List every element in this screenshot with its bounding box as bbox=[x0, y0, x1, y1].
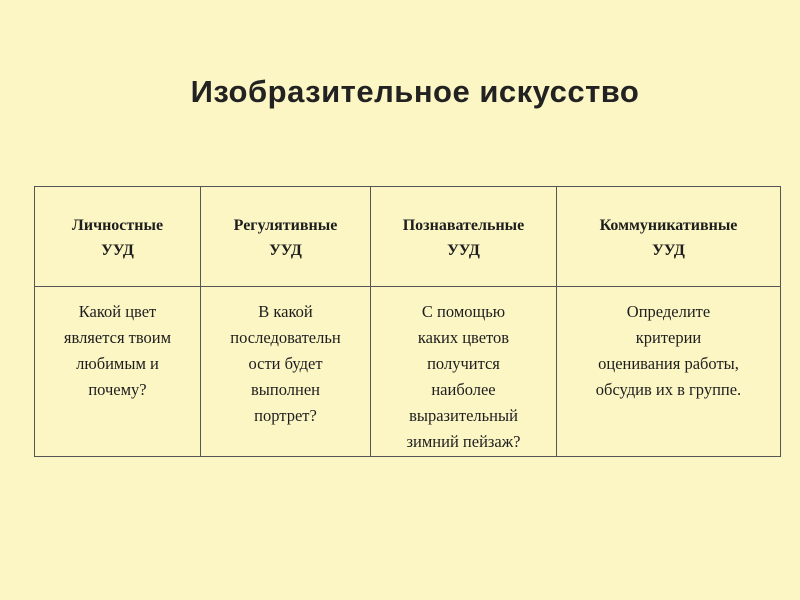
table-header-row bbox=[35, 187, 781, 287]
cell-line: выполнен bbox=[251, 380, 320, 399]
cell-line: ости будет bbox=[248, 354, 323, 373]
header-line: Познавательные bbox=[402, 217, 525, 234]
header-line: УУД bbox=[447, 242, 480, 259]
uud-table bbox=[34, 186, 781, 457]
cell-line: любимым и bbox=[76, 354, 159, 373]
cell-line: получится bbox=[427, 354, 500, 373]
cell-line: оценивания работы, bbox=[598, 354, 739, 373]
cell-line: обсудив их в группе. bbox=[595, 380, 742, 399]
cell-line: Определите bbox=[626, 302, 711, 321]
header-line: УУД bbox=[101, 242, 134, 259]
cell-line: В какой bbox=[258, 302, 313, 321]
cell-line: каких цветов bbox=[417, 328, 510, 347]
header-cognitive-uud bbox=[371, 187, 557, 287]
cell-line: является твоим bbox=[63, 328, 172, 347]
cell-line: зимний пейзаж? bbox=[406, 432, 521, 451]
table-row bbox=[35, 287, 781, 457]
cell-communicative-task bbox=[557, 287, 781, 457]
header-regulatory-uud bbox=[201, 187, 371, 287]
header-line: Коммуникативные bbox=[599, 217, 738, 234]
cell-line: критерии bbox=[635, 328, 702, 347]
cell-line: портрет? bbox=[254, 406, 317, 425]
header-communicative-uud bbox=[557, 187, 781, 287]
cell-line: С помощью bbox=[421, 302, 506, 321]
cell-line: наиболее bbox=[431, 380, 496, 399]
cell-line: Какой цвет bbox=[78, 302, 157, 321]
header-personal-uud bbox=[35, 187, 201, 287]
slide-title: Изобразительное искусство bbox=[190, 74, 640, 109]
header-line: УУД bbox=[269, 242, 302, 259]
cell-cognitive-question bbox=[371, 287, 557, 457]
header-line: Личностные bbox=[71, 217, 164, 234]
cell-line: последовательн bbox=[230, 328, 341, 347]
cell-line: выразительный bbox=[409, 406, 518, 425]
cell-regulatory-question bbox=[201, 287, 371, 457]
cell-line: почему? bbox=[88, 380, 147, 399]
header-line: УУД bbox=[652, 242, 685, 259]
cell-personal-question bbox=[35, 287, 201, 457]
header-line: Регулятивные bbox=[233, 217, 338, 234]
